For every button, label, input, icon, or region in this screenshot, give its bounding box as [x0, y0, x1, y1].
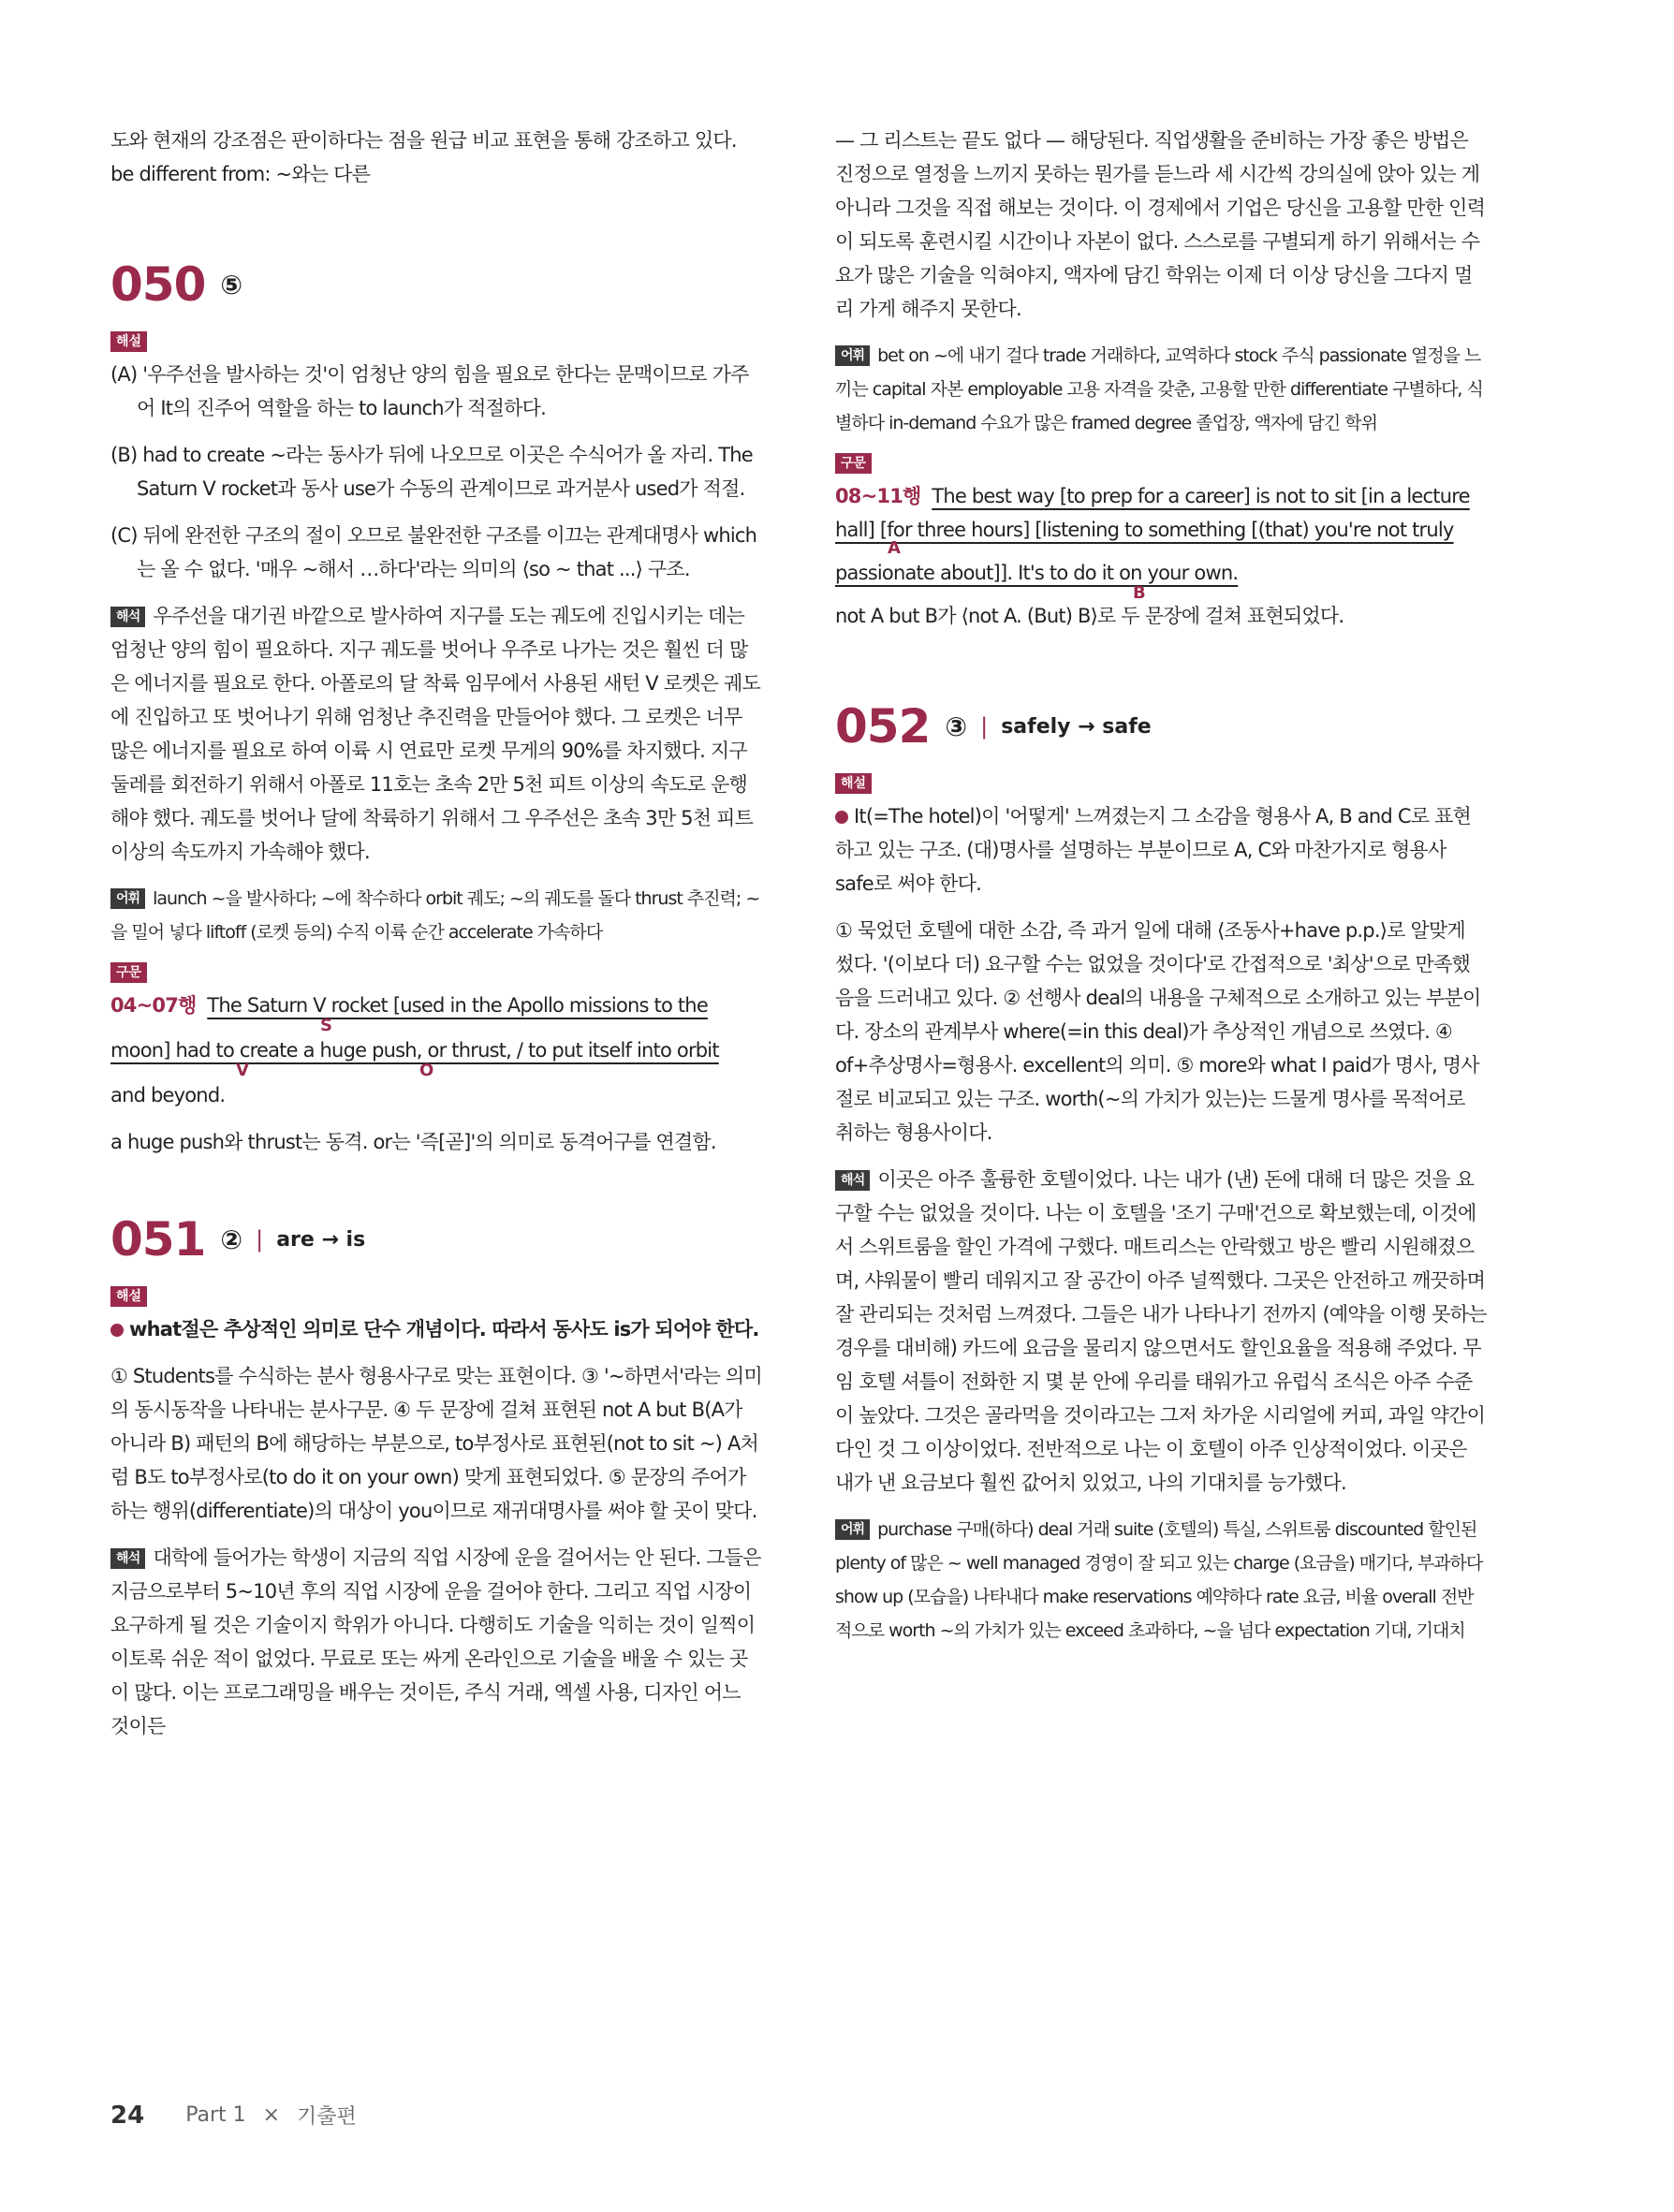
- q050-struct-line2: moon] had to create a huge push, or thrust, / to put itself into orbit: [110, 1039, 719, 1062]
- q051-translation-cont: — 그 리스트는 끝도 없다 — 해당된다. 직업생활을 준비하는 가장 좋은 방법은 진정으로 열정을 느끼지 못하는 뭔가를 듣느라 세 시간씩 강의실에 앉아 있는 게 아니라 그것을 직접 해보는 것이다. 이 경제에서 기업은 당신을 고용할 만한 인력이 되도록 훈련시킬 시간이나 자본이 없다. 스스로를 구별되게 하기 위해서는 수요가 많은 기술을 익혀야지, 액자에 담긴 학위는 이제 더 이상 당신을 그다지 멀리 가게 해주지 못한다.: [835, 129, 1486, 320]
- q051-struct-line1: 08~11행 The best way [to prep for a career] is not to sit [in a lecture: [835, 485, 1470, 507]
- q051-header: 051 ② | are → is: [110, 1212, 366, 1267]
- left-column: [110, 124, 762, 1756]
- q050-struct-line3: and beyond.: [110, 1084, 226, 1106]
- q052-explain-tag: 해설: [835, 773, 872, 794]
- q052-number: 052: [835, 699, 931, 754]
- intro-text: 도와 현재의 강조점은 판이하다는 점을 원급 비교 표현을 통해 강조하고 있다. be different from: ~와는 다른: [110, 129, 737, 185]
- q052-others: ① 묵었던 호텔에 대한 소감, 즉 과거 일에 대해 ⟨조동사+have p.p.⟩로 알맞게 썼다. '(이보다 더) 요구할 수는 없었을 것이다'로 간접적으로 '최상'으로 만족했음을 드러내고 있다. ② 선행사 deal의 내용을 구체적으로 소개하고 있는 부분이다. 장소의 관계부사 where(=in this deal)가 추상적인 개념으로 쓰였다. ④ of+추상명사=형용사. excellent의 의미. ⑤ more와 what I paid가 명사, 명사절로 비교되고 있는 구조. worth(~의 가치가 있는)는 드물게 명사를 목적어로 취하는 형용사이다.: [835, 919, 1481, 1144]
- q051-struct-line3: passionate about]]. It's to do it on your own.: [835, 562, 1239, 584]
- q050-explain-c: (C) 뒤에 완전한 구조의 절이 오므로 불완전한 구조를 이끄는 관계대명사 which는 올 수 없다. '매우 ~해서 …하다'라는 의미의 ⟨so ~ that ...⟩ 구조.: [110, 524, 757, 580]
- right-column: [835, 124, 1487, 1661]
- q051-struct-line2: hall] [for three hours] [listening to something [(that) you're not truly: [835, 519, 1454, 541]
- q051-translation-tag: 해석: [110, 1548, 145, 1569]
- q050-explain-tag: 해설: [110, 331, 147, 352]
- bullet-dot-icon: [110, 1324, 124, 1337]
- q051-struct-note: not A but B가 ⟨not A. (But) B⟩로 두 문장에 걸쳐 표현되었다.: [835, 605, 1344, 627]
- footer-part: Part 1: [185, 2103, 246, 2127]
- q050-number: 050: [110, 257, 206, 312]
- q051-answer: ②: [220, 1223, 243, 1255]
- q050-mark-s: S: [320, 1016, 332, 1035]
- q050-mark-v: V: [236, 1061, 249, 1080]
- page-number: 24: [110, 2101, 145, 2130]
- q050-structure-tag: 구문: [110, 962, 147, 983]
- q052-key: It(=The hotel)이 '어떻게' 느껴졌는지 그 소감을 형용사 A, B and C로 표현하고 있는 구조. (대)명사를 설명하는 부분이므로 A, C와 마찬가지로 형용사 safe로 써야 한다.: [835, 805, 1472, 895]
- q052-header: 052 ③ | safely → safe: [835, 699, 1152, 754]
- q050-header: [110, 258, 762, 311]
- q052-translation-tag: 해석: [835, 1170, 870, 1191]
- q051-key: what절은 추상적인 의미로 단수 개념이다. 따라서 동사도 is가 되어야 한다.: [110, 1312, 762, 1346]
- q051-vocab: 어휘 bet on ~에 내기 걸다 trade 거래하다, 교역하다 stock 주식 passionate 열정을 느끼는 capital 자본 employable 고용 자격을 갖춘, 고용할 만한 differentiate 구별하다, 식별하다 in-demand 수요가 많은 framed degree 졸업장, 액자에 담긴 학위: [835, 345, 1483, 433]
- q051-explain-tag: 해설: [110, 1286, 147, 1307]
- q051-structure-tag: 구문: [835, 453, 872, 474]
- q051-mark-a: A: [888, 538, 901, 558]
- q052-answer: ③: [945, 710, 968, 742]
- q050-translation: 해석 우주선을 대기권 바깥으로 발사하여 지구를 도는 궤도에 진입시키는 데는 엄청난 양의 힘이 필요하다. 지구 궤도를 벗어나 우주로 나가는 것은 훨씬 더 많은 에너지를 필요로 한다. 아폴로의 달 착륙 임무에서 사용된 새턴 V 로켓은 궤도에 진입하고 또 벗어나기 위해 엄청난 추진력을 만들어야 했다. 그 로켓은 너무 많은 에너지를 필요로 하여 이륙 시 연료만 로켓 무게의 90%를 차지했다. 지구 둘레를 회전하기 위해서 아폴로 11호는 초속 2만 5천 피트 이상의 속도로 운행해야 했다. 궤도를 벗어나 달에 착륙하기 위해서 그 우주선은 초속 3만 5천 피트 이상의 속도까지 가속해야 했다.: [110, 605, 761, 863]
- q050-mark-o: O: [419, 1061, 433, 1080]
- q051-number: 051: [110, 1212, 206, 1267]
- q050-vocab: 어휘 launch ~을 발사하다; ~에 착수하다 orbit 궤도; ~의 궤도를 돌다 thrust 추진력; ~을 밀어 넣다 liftoff (로켓 등의) 수직 이륙 순간 accelerate 가속하다: [110, 888, 760, 943]
- q051-others: ① Students를 수식하는 분사 형용사구로 맞는 표현이다. ③ '~하면서'라는 의미의 동시동작을 나타내는 분사구문. ④ 두 문장에 걸쳐 표현된 not A but B(A가 아니라 B) 패턴의 B에 해당하는 부분으로, to부정사로 표현된(not to sit ~) A처럼 B도 to부정사로(to do it on your own) 맞게 표현되었다. ⑤ 문장의 주어가 하는 행위(differentiate)의 대상이 you이므로 재귀대명사를 써야 할 곳이 맞다.: [110, 1365, 762, 1522]
- q051-translation: 해석 대학에 들어가는 학생이 지금의 직업 시장에 운을 걸어서는 안 된다. 그들은 지금으로부터 5~10년 후의 직업 시장에 운을 걸어야 한다. 그리고 직업 시장이 요구하게 될 것은 기술이지 학위가 아니다. 다행히도 기술을 익히는 것이 일찍이 이토록 쉬운 적이 없었다. 무료로 또는 싸게 온라인으로 기술을 배울 수 있는 곳이 많다. 이는 프로그래밍을 배우는 것이든, 주식 거래, 엑셀 사용, 디자인 어느 것이든: [110, 1546, 761, 1737]
- page-footer: [110, 2101, 357, 2130]
- q050-vocab-tag: 어휘: [110, 888, 145, 909]
- q051-mark-b: B: [1133, 583, 1145, 603]
- q050-answer: ⑤: [220, 269, 243, 300]
- q051-vocab-tag: 어휘: [835, 345, 870, 366]
- footer-section: 기출편: [297, 2105, 357, 2129]
- bullet-dot-icon: [835, 811, 848, 824]
- q052-vocab: 어휘 purchase 구매(하다) deal 거래 suite (호텔의) 특실, 스위트룸 discounted 할인된 plenty of 많은 ~ well managed 경영이 잘 되고 있는 charge (요금을) 매기다, 부과하다 show up (모습을) 나타내다 make reservations 예약하다 rate 요금, 비율 overall 전반적으로 worth ~의 가치가 있는 exceed 초과하다, ~을 넘다 expectation 기대, 기대치: [835, 1519, 1483, 1641]
- footer-separator: ×: [262, 2103, 281, 2127]
- q052-translation: 해석 이곳은 아주 훌륭한 호텔이었다. 나는 내가 (낸) 돈에 대해 더 많은 것을 요구할 수는 없었을 것이다. 나는 이 호텔을 '조기 구매'건으로 확보했는데, 이것에서 스위트룸을 할인 가격에 구했다. 매트리스는 안락했고 방은 빨리 시원해졌으며, 샤워물이 빨리 데워지고 잘 공간이 아주 널찍했다. 그곳은 안전하고 깨끗하며 잘 관리되는 것처럼 느껴졌다. 그들은 내가 나타나기 전까지 (예약을 이행 못하는 경우를 대비해) 카드에 요금을 물리지 않으면서도 할인요율을 적용해 주었다. 무임 호텔 셔틀이 전화한 지 몇 분 안에 우리를 태워가고 유럽식 조식은 아주 수준이 높았다. 그것은 골라먹을 것이라고는 그저 차가운 시리얼에 커피, 과일 약간이 다인 것 그 이상이었다. 전반적으로 나는 이 호텔이 아주 인상적이었다. 이곳은 내가 낸 요금보다 훨씬 값어치 있었고, 나의 기대치를 능가했다.: [835, 1168, 1487, 1494]
- q050-explain-b: (B) had to create ~라는 동사가 뒤에 나오므로 이곳은 수식어가 올 자리. The Saturn V rocket과 동사 use가 수동의 관계이므로 과거분사 used가 적절.: [110, 444, 753, 500]
- q050-explain-a: (A) '우주선을 발사하는 것'이 엄청난 양의 힘을 필요로 한다는 문맥이므로 가주어 It의 진주어 역할을 하는 to launch가 적절하다.: [110, 363, 749, 419]
- q051-correction: are → is: [276, 1227, 366, 1252]
- q050-struct-line1: 04~07행 The Saturn V rocket [used in the Apollo missions to the: [110, 994, 708, 1017]
- q050-translation-tag: 해석: [110, 607, 145, 627]
- q050-struct-note: a huge push와 thrust는 동격. or는 '즉[곧]'의 의미로 동격어구를 연결함.: [110, 1131, 716, 1153]
- q052-vocab-tag: 어휘: [835, 1519, 870, 1540]
- q052-correction: safely → safe: [1001, 714, 1152, 739]
